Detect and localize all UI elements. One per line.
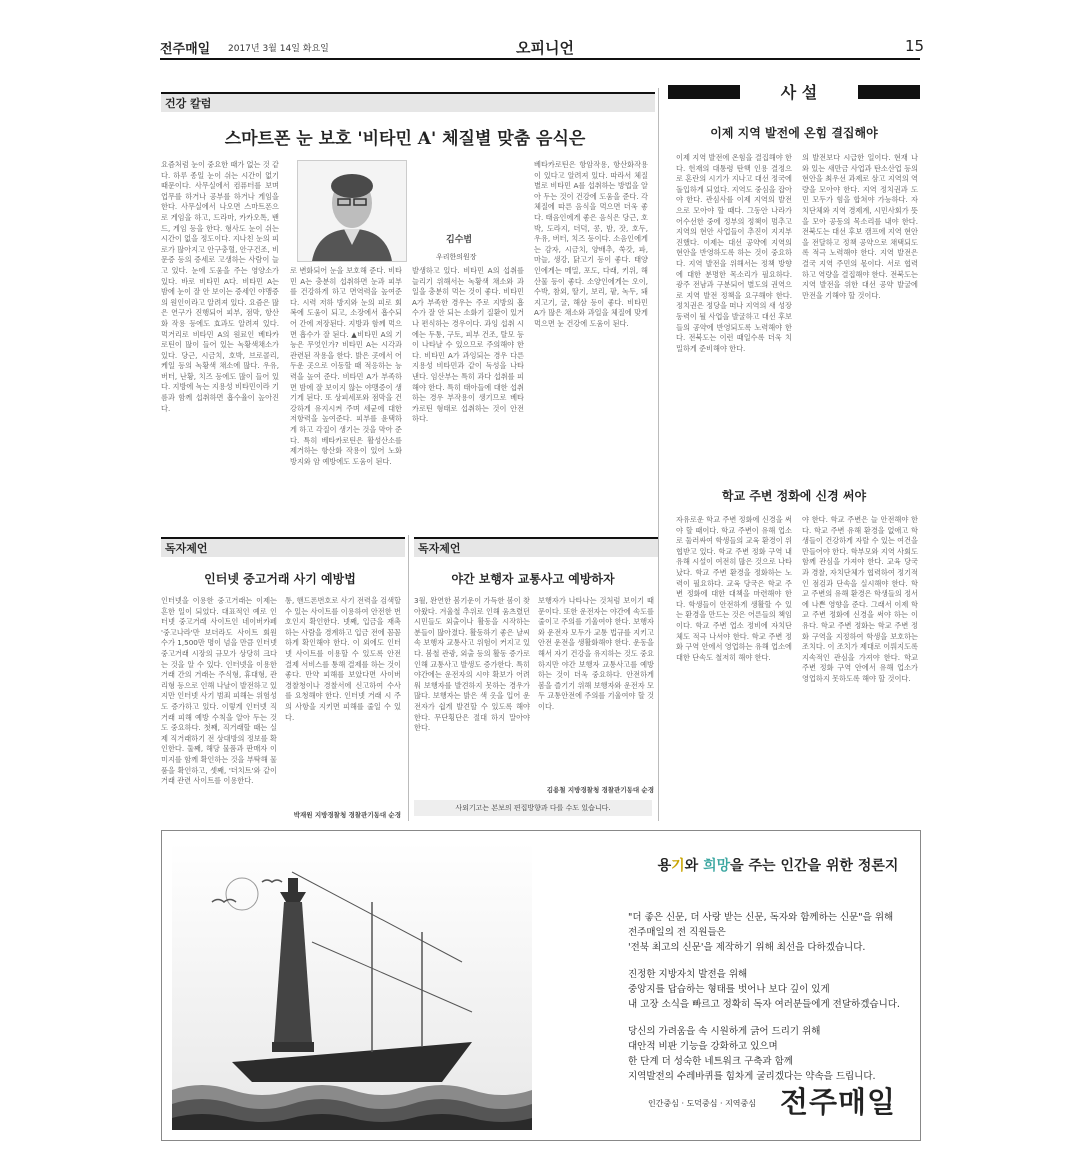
ad-line: 진정한 지방자치 발전을 위해 [628,969,748,980]
ad-line: 지역발전의 수레바퀴를 힘차게 굴리겠다는 약속을 드립니다. [628,1071,876,1082]
ad-brand-logo: 전주매일 [780,1085,897,1119]
health-column-tag: 건강 칼럼 [161,92,655,112]
header-rule [160,58,920,60]
ad-body [628,910,908,1084]
editorial-title-1: 이제 지역 발전에 온힘 결집해야 [710,126,878,140]
ad-line: 당신의 가려움을 속 시원하게 긁어 드리기 위해 [628,1026,821,1037]
paper-name: 전주매일 [160,42,211,57]
ad-slogan: 용기와 희망을 주는 인간을 위한 정론지 [657,858,899,874]
ad-brand-subtitle: 인간중심 · 도덕중심 · 지역중심 [648,1099,756,1108]
editorial-1-col1: 이제 지역 발전에 온힘을 결집해야 한다. 헌재의 대통령 탄핵 인용 결정으로 혼란의 시기가 지나고 대선 정국에 돌입하게 되었다. 지역도 중심을 잡아야 한다. 관심사를 이제 지역의 발전으로 모아야 할 때다. 그동안 나라가 어수선한 중에 정부의 정책이 멈추고 지역의 현안 사업들이 추진이 지지부진했다. 이제는 대선 공약에 지역의 현안을 반영하도록 하는 것이 중요하다. 지역 발전을 위해서는 정책 방향에 대한 분명한 목소리가 필요하다. 광주 전남과 구분되어 별도의 권역으로 지역 발전 정책을 요구해야 한다. 정치권은 정당을 떠나 지역의 새 성장 동력이 될 사업을 발굴하고 대선 후보들의 공약에 반영되도록 노력해야 한다. 전북도는 이런 때일수록 더욱 치밀하게 준비해야 한다. [676,153,792,353]
reader1-col2: 통, 핸드폰번호로 사기 전력을 검색할 수 있는 사이트를 이용하여 안전한 번호인지 확인한다. 넷째, 입금을 재촉하는 사람을 경계하고 입금 전에 꼼꼼하게 확인해야 한다. 이 외에도 인터넷 사이트를 이용할 수 있도록 안전 결제 서비스를 통해 결제를 하는 것이 좋다. 만약 피해를 보았다면 사이버 경찰청이나 경찰서에 신고하여 수사를 요청해야 한다. 인터넷 거래 시 주의 사항을 지키면 피해를 줄일 수 있다. [285,596,401,722]
reader-title-2: 야간 보행자 교통사고 예방하자 [451,572,615,586]
editorial-2-col2: 야 한다. 학교 주변은 늘 안전해야 한다. 학교 주변 유해 환경을 없애고 학생들이 건강하게 자랄 수 있는 여건을 만들어야 한다. 학부모와 지역 사회도 함께 관심을 가져야 한다. 교육 당국과 경찰, 자치단체가 협력하여 정기적인 점검과 단속을 실시해야 한다. 학교 주변의 유해 환경은 학생들의 정서에 나쁜 영향을 준다. 그래서 이제 학교 주변 정화에 신경을 써야 하는 이유다. 학교 주변 정화는 학교 주변 정화 구역을 지정하여 학생을 보호하는 조치다. 이 조치가 제대로 이뤄지도록 지속적인 관심을 가져야 한다. 학교 주변 정화 구역 안에서 유해 업소가 영업하지 못하도록 해야 할 것이다. [802,515,918,683]
lighthouse-illustration [172,842,532,1130]
ad-line: "더 좋은 신문, 더 사랑 받는 신문, 독자와 함께하는 신문"을 위해 [628,912,894,923]
ad-line: 한 단계 더 성숙한 네트워크 구축과 함께 [628,1056,793,1067]
health-column-col1: 요즘처럼 눈이 중요한 때가 없는 것 같다. 하루 종일 눈이 쉬는 시간이 없기 때문이다. 사무실에서 컴퓨터를 보며 업무를 하거나 공부를 하거나 게임을 한다. 사무실에서 나오면 스마트폰으로 게임을 하고, 드라마, 카카오톡, 밴드, 게임 등을 한다. 형사도 눈이 쉬는 시간이 없을 정도이다. 지나친 눈의 피로가 많아지고 안구충혈, 안구건조, 비문증 등의 증세로 고생하는 사람이 늘고 있다. 눈에 도움을 주는 영양소가 있다. 바로 비타민 A다. 비타민 A는 밤에 눈이 잘 안 보이는 증세인 야맹증의 원인이라고 알려져 있다. 요즘은 많은 연구가 진행되어 피부, 점막, 항산화 작용 등에도 효과도 알려져 있다. 먹거리로 비타민 A의 원료인 베타카로틴이 많이 들어 있는 녹황색채소가 있다. 당근, 시금치, 호박, 브로콜리, 케일 등의 녹황색 채소에 많다. 우유, 버터, 난황, 치즈 등에도 많이 들어 있다. 지방에 녹는 지용성 비타민이라 기름과 함께 섭취하면 흡수율이 높아진다. [161,160,279,413]
ad-line: 중앙지를 답습하는 형태를 벗어나 보다 깊이 있게 [628,984,830,995]
section-title: 오피니언 [516,39,574,57]
reader-title-1: 인터넷 중고거래 사기 예방법 [204,572,356,586]
editorial-title-2: 학교 주변 정화에 신경 써야 [721,489,867,503]
health-column-col3: 발생하고 있다. 비타민 A의 섭취를 늘리기 위해서는 녹황색 채소와 과일을 충분히 먹는 것이 좋다. 비타민 A가 부족한 경우는 주로 지방의 흡수가 잘 안 되는 소화기 질환이 있거나 편식하는 경우이다. 과잉 섭취 시에는 두통, 구토, 피부 건조, 탈모 등이 나타날 수 있으므로 주의해야 한다. 비타민 A가 과잉되는 경우 다른 지용성 비타민과 같이 독성을 나타낸다. 임산부는 특히 과다 섭취를 피해야 한다. 특히 태아들에 대한 섭취하는 경우 부작용이 생기므로 베타카로틴 형태로 섭취하는 것이 안전하다. [412,266,524,424]
reader-tag-1: 독자제언 [161,537,405,557]
ad-line: 내 고장 소식을 빠르고 정확히 독자 여러분들에게 전달하겠습니다. [628,999,900,1010]
health-column-col2: 로 변화되어 눈을 보호해 준다. 비타민 A는 충분히 섭취하면 눈과 피부를 건강하게 하고 면역력을 높여준다. 시력 저하 방지와 눈의 피로 회복에 도움이 되고, 소장에서 흡수되어 간에 저장된다. 지방과 함께 먹으면 흡수가 잘 된다. ▲비타민 A의 기능은 무엇인가? 비타민 A는 시각과 관련된 작용을 한다. 밝은 곳에서 어두운 곳으로 이동할 때 적응하는 능력을 높여 준다. 비타민 A가 부족하면 밤에 잘 보이지 않는 야맹증이 생기게 된다. 또 상피세포와 점막을 건강하게 유지시켜 주며 세균에 대한 저항력을 높여준다. 피부를 윤택하게 하고 각질이 생기는 것을 막아 준다. 특히 베타카로틴은 활성산소를 제거하는 항산화 작용이 있어 노화 방지와 암 예방에도 도움이 된다. [290,266,402,466]
author-portrait-icon [298,161,406,261]
column-divider-2 [408,535,409,821]
page-number: 15 [905,37,925,55]
issue-date: 2017년 3월 14일 화요일 [228,44,329,54]
reader1-byline: 박재원 지방경찰청 경찰관기동대 순경 [293,811,401,819]
author-photo [297,160,407,262]
editorial-heading: 사 설 [740,80,858,103]
editorial-2-col1: 자유로운 학교 주변 정화에 신경을 써야 할 때이다. 학교 주변이 유해 업소로 둘러싸여 학생들의 교육 환경이 위협받고 있다. 학교 주변 정화 구역 내 유해 시설이 여전히 많은 것으로 나타났다. 학교 주변 환경을 정화하는 노력이 필요하다. 교육 당국은 학교 주변 정화에 대한 대책을 마련해야 한다. 학생들이 안전하게 생활할 수 있는 환경을 만드는 것은 어른들의 책임이다. 학교 주변 업소 정비에 자치단체도 적극 나서야 한다. 학교 주변 정화 구역 안에서 영업하는 유해 업소에 대한 단속도 철저히 해야 한다. [676,515,792,662]
health-column-title: 스마트폰 눈 보호 '비타민 A' 체질별 맞춤 음식은 [224,129,586,149]
ad-line: '전북 최고의 신문'을 제작하기 위해 최선을 다하겠습니다. [628,942,866,953]
ad-line: 대안적 비판 기능을 강화하고 있으며 [628,1041,778,1052]
column-divider [658,88,659,821]
health-column-col4: 베타카로틴은 항암작용, 항산화작용이 있다고 알려져 있다. 따라서 체질별로 비타민 A를 섭취하는 방법을 알아 두는 것이 건강에 도움을 준다. 각 체질에 따른 음식을 먹으면 더욱 좋다. 태음인에게 좋은 음식은 당근, 호박, 도라지, 더덕, 콩, 밤, 잣, 호두, 우유, 버터, 치즈 등이다. 소음인에게는 감자, 시금치, 양배추, 쑥갓, 파, 마늘, 생강, 닭고기 등이 좋다. 태양인에게는 메밀, 포도, 다래, 키위, 해산물 등이 좋다. 소양인에게는 오이, 수박, 참외, 딸기, 보리, 팥, 녹두, 돼지고기, 굴, 해삼 등이 좋다. 비타민 A가 많은 채소와 과일을 체질에 맞게 먹으면 눈 건강에 도움이 된다. [534,160,648,328]
reader2-col1: 3월, 완연한 봄기운이 가득한 봄이 찾아왔다. 겨울철 추위로 인해 움츠렸던 시민들도 외출이나 활동을 시작하는 분들이 많아졌다. 활동하기 좋은 날씨 속 보행자 교통사고 위험이 커지고 있다. 봄철 관광, 외출 등의 활동 증가로 인해 교통사고 발생도 증가한다. 특히 야간에는 운전자의 시야 확보가 어려워 보행자를 발견하지 못하는 경우가 많다. 보행자는 밝은 색 옷을 입어 운전자가 쉽게 발견할 수 있도록 해야 한다. 무단횡단은 절대 하지 말아야 한다. [414,596,530,733]
editorial-1-col2: 의 발전보다 시급한 일이다. 현재 나와 있는 새만금 사업과 탄소산업 등의 현안을 최우선 과제로 삼고 지역의 역량을 모아야 한다. 지역 정치권과 도민 모두가 힘을 합쳐야 가능하다. 자치단체와 지역 경제계, 시민사회가 뜻을 모아 공동의 목소리를 내야 한다. 전북도는 대선 후보 캠프에 지역 현안을 전달하고 정책 공약으로 채택되도록 적극 노력해야 한다. 지역 발전은 결국 지역 주민의 몫이다. 서로 협력하고 역량을 결집해야 한다. 전북도는 지역 발전을 위한 대선 공약 발굴에 만전을 기해야 할 것이다. [802,153,918,300]
reader2-col2: 보행자가 나타나는 것처럼 보이기 때문이다. 또한 운전자는 야간에 속도를 줄이고 주의를 기울여야 한다. 보행자와 운전자 모두가 교통 법규를 지키고 안전 운전을 생활화해야 한다. 운동을 해서 자기 건강을 유지하는 것도 중요하지만 야간 보행자 교통사고를 예방하는 것이 더욱 중요하다. 안전하게 봄을 즐기기 위해 보행자와 운전자 모두 교통안전에 주의를 기울여야 할 것이다. [538,596,654,711]
reader1-col1: 인터넷을 이용한 중고거래는 이제는 흔한 일이 되었다. 대표적인 예로 인터넷 중고거래 사이트인 네이버카페 '중고나라'만 보더라도 사이트 회원 수가 1,500만 명이 넘을 만큼 인터넷 중고거래 시장의 규모가 상당히 크다는 것을 알 수 있다. 인터넷을 이용한 거래 간의 거래는 주식형, 휴대형, 관리형 등으로 인해 나날이 발전하고 있지만 인터넷 사기 범죄 피해는 위험성도 증가하고 있다. 이렇게 인터넷 직거래 피해 예방 수칙을 알아 두는 것도 중요하다. 첫째, 직거래할 때는 실제 직거래하기 전 상대방의 정보를 확인한다. 둘째, 해당 물품과 판매자 이미지를 함께 확인하는 것을 부탁해 물품을 확인하고, 셋째, '더치트'와 같이 거래 관련 사이트를 이용한다. [161,596,277,786]
ad-line: 전주매일의 전 직원들은 [628,927,726,938]
author-affiliation: 우리한의원장 [436,253,477,261]
reader-tag-2: 독자제언 [414,537,658,557]
contribution-notice: 사외기고는 본보의 편집방향과 다를 수도 있습니다. [414,800,652,816]
reader2-byline: 김용철 지방경찰청 경찰관기동대 순경 [546,786,654,794]
author-name: 김수범 [446,235,473,245]
lighthouse-ship-icon [172,842,532,1130]
